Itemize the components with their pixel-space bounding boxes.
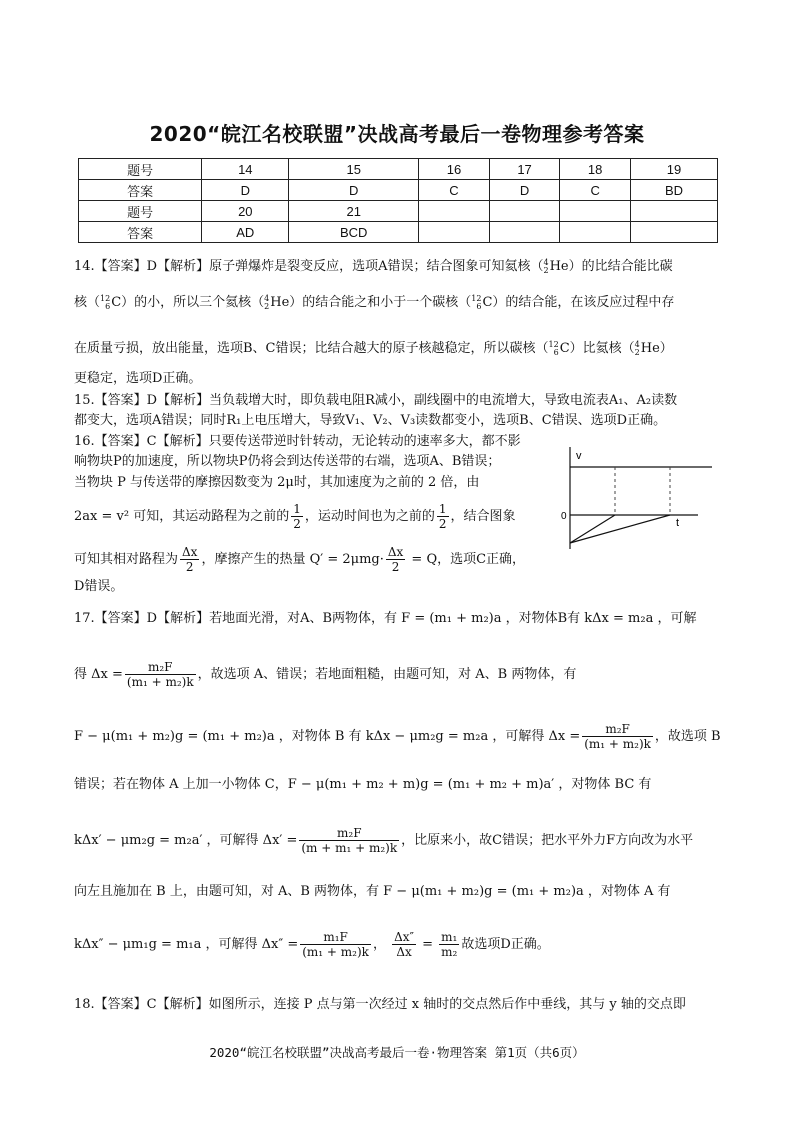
table-row: [79, 180, 718, 201]
table-cell: D: [489, 180, 560, 201]
q16-line2: 响物块P的加速度，所以物块P仍将会到达传送带的右端，选项A、B错误；: [74, 454, 501, 469]
fraction-half: $\frac{1}{2}$: [293, 502, 301, 531]
q17-line6: 向左且施加在 B 上，由题可知，对 A、B 两物体，有 F − μ(m₁ + m₂)g = (m₁ + m₂)a ，对物体 A 有: [74, 884, 671, 899]
q17-line5: kΔx′ − μm₂g = m₂a′ ，可解得 Δx′ = $\frac{\text{m₂F}}{\text{(m + m₁ + m₂)k}}$ ，比原来小，故C错误；把水平外力F方向改为水平: [74, 826, 694, 855]
q15-line2: 都变大，选项A错误；同时R₁上电压增大，导致V₁、V₂、V₃读数都变小，选项B、C错误、选项D正确。: [74, 413, 667, 428]
t-label: t: [676, 517, 680, 529]
q15-line1: 15.【答案】D【解析】当负载增大时，即负载电阻R减小，副线圈中的电流增大，导致电流表A₁、A₂读数: [74, 393, 678, 408]
table-cell: [630, 222, 717, 243]
table-cell: [560, 222, 631, 243]
table-cell: 15: [289, 159, 419, 180]
table-cell: [419, 222, 490, 243]
answer-table: [78, 158, 718, 243]
table-cell: C: [560, 180, 631, 201]
table-cell: 21: [289, 201, 419, 222]
q16-line3: 当物块 P 与传送带的摩擦因数变为 2μ时，其加速度为之前的 2 倍，由: [74, 475, 480, 490]
velocity-line-shallow: [570, 515, 670, 543]
q17-line3: F − μ(m₁ + m₂)g = (m₁ + m₂)a ，对物体 B 有 kΔx − μm₂g = m₂a ，可解得 Δx = $\frac{\text{m₂F}}{\text{(m₁ + m₂)k}}$ ，故选项 B: [74, 722, 721, 751]
velocity-line-steep: [570, 515, 615, 543]
table-cell: 18: [560, 159, 631, 180]
q17-line4: 错误；若在物体 A 上加一小物体 C，F − μ(m₁ + m₂ + m)g = (m₁ + m₂ + m)a′ ，对物体 BC 有: [74, 777, 652, 792]
table-cell: D: [289, 180, 419, 201]
table-cell: 17: [489, 159, 560, 180]
table-cell: BCD: [289, 222, 419, 243]
table-cell: 答案: [79, 180, 202, 201]
table-cell: 题号: [79, 159, 202, 180]
q17-line1: 17.【答案】D【解析】若地面光滑，对A、B两物体，有 F = (m₁ + m₂)a ，对物体B有 kΔx = m₂a ，可解: [74, 611, 697, 626]
table-cell: 14: [202, 159, 289, 180]
table-cell: 题号: [79, 201, 202, 222]
table-cell: 答案: [79, 222, 202, 243]
q16-line1: 16.【答案】C【解析】只要传送带逆时针转动，无论转动的速率多大，都不影: [74, 434, 521, 449]
nuclide-he: 4 2: [634, 339, 640, 357]
nuclide-c: 12 6: [100, 293, 111, 311]
q17-line2: 得 Δx = $\frac{\text{m₂F}}{\text{(m₁ + m₂)k}}$ ，故选项 A、错误；若地面粗糙，由题可知，对 A、B 两物体，有: [74, 660, 577, 689]
table-row: [79, 201, 718, 222]
page-title: 2020“皖江名校联盟”决战高考最后一卷物理参考答案: [149, 122, 645, 146]
q14-line3: 在质量亏损，放出能量，选项B、C错误；比结合越大的原子核越稳定，所以碳核（ 12 6 C）比氦核（ 4 2 He）: [74, 339, 673, 357]
velocity-time-graph: [560, 445, 720, 553]
fraction: $\frac{\Delta x''}{\Delta x}$: [394, 930, 414, 959]
table-cell: [489, 201, 560, 222]
nuclide-he: 4 2: [543, 257, 549, 275]
nuclide-c: 12 6: [471, 293, 482, 311]
v-label: v: [576, 450, 582, 462]
table-cell: [489, 222, 560, 243]
table-cell: 19: [630, 159, 717, 180]
fraction-half: $\frac{1}{2}$: [438, 502, 447, 531]
table-cell: 16: [419, 159, 490, 180]
fraction: $\frac{\text{m₂F}}{\text{(m₁ + m₂)k}}$: [126, 660, 194, 689]
fraction-dx: $\frac{\Delta x}{2}$: [387, 545, 404, 574]
table-cell: [419, 201, 490, 222]
q14-line4: 更稳定，选项D正确。: [74, 371, 202, 386]
table-cell: D: [202, 180, 289, 201]
q16-line4: 2ax = v² 可知，其运动路程为之前的 $\frac{1}{2}$ ，运动时间也为之前的 $\frac{1}{2}$ ，结合图象: [74, 502, 516, 531]
q16-line5: 可知其相对路程为 $\frac{\Delta x}{2}$ ，摩擦产生的热量 Q′ = 2μmg· $\frac{\Delta x}{2}$ = Q，选项C正确，: [74, 545, 526, 574]
q16-line6: D错误。: [74, 579, 124, 594]
fraction: $\frac{\text{m₂F}}{\text{(m₁ + m₂)k}}$: [584, 722, 651, 751]
fraction: $\frac{\text{m₁F}}{\text{(m₁ + m₂)k}}$: [302, 930, 369, 959]
table-cell: C: [419, 180, 490, 201]
origin-label: 0: [561, 511, 567, 522]
table-cell: [630, 201, 717, 222]
table-cell: BD: [630, 180, 717, 201]
q17-line7: kΔx″ − μm₁g = m₁a ，可解得 Δx″ = $\frac{\text{m₁F}}{\text{(m₁ + m₂)k}}$ ， $\frac{\Delta x''}{\Delta x}$ = $\frac{\text{m₁}}{\text{m₂}}$ 故选项D正确。: [74, 930, 550, 959]
table-cell: [560, 201, 631, 222]
page-footer: 2020“皖江名校联盟”决战高考最后一卷·物理答案 第1页（共6页）: [209, 1045, 585, 1060]
q14-line1: 14.【答案】D【解析】原子弹爆炸是裂变反应，选项A错误；结合图象可知氦核（ 4 2 He）的比结合能比碳: [74, 257, 673, 275]
q14-line2: 核（ 12 6 C）的小，所以三个氦核（ 4 2 He）的结合能之和小于一个碳核（ 12 6 C）的结合能，在该反应过程中存: [74, 293, 675, 311]
table-row: [79, 159, 718, 180]
nuclide-he: 4 2: [264, 293, 270, 311]
table-row: [79, 222, 718, 243]
table-cell: 20: [202, 201, 289, 222]
nuclide-c: 12 6: [548, 339, 559, 357]
fraction-dx: $\frac{\Delta x}{2}$: [182, 545, 198, 574]
table-cell: AD: [202, 222, 289, 243]
fraction: $\frac{\text{m₁}}{\text{m₂}}$: [441, 930, 458, 959]
q18-line1: 18.【答案】C【解析】如图所示，连接 P 点与第一次经过 x 轴时的交点然后作中垂线，其与 y 轴的交点即: [74, 997, 686, 1012]
fraction: $\frac{\text{m₂F}}{\text{(m + m₁ + m₂)k}}$: [301, 826, 398, 855]
